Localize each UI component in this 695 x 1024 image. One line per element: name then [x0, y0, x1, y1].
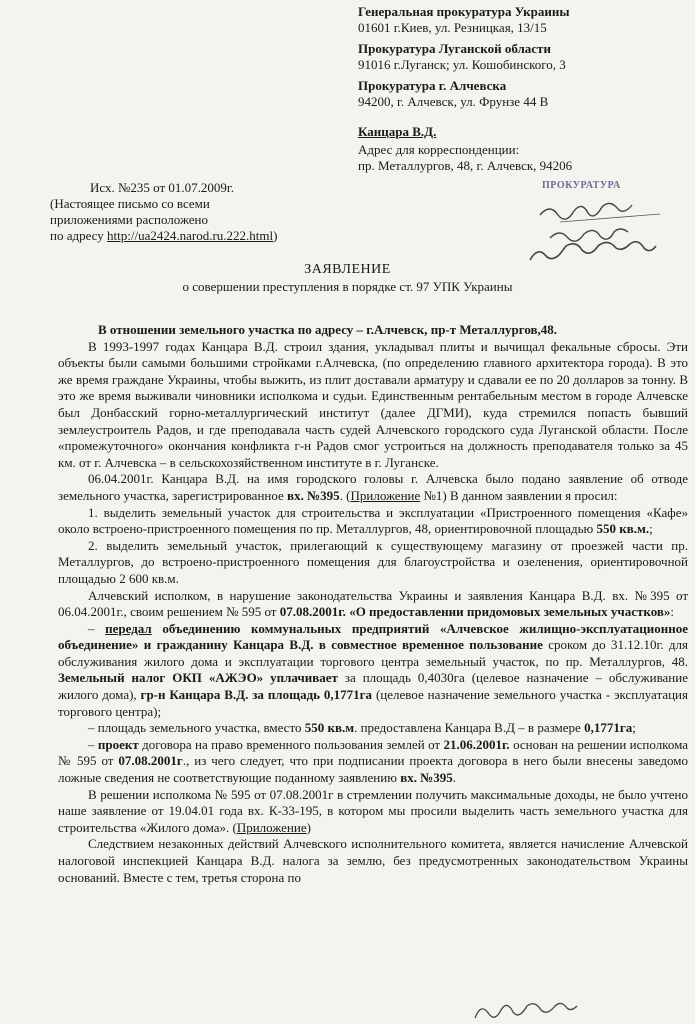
list-item: 2. выделить земельный участок, прилегающий к существующему магазину от проезжей части пр. Металлургов, до встроено-пристроенного помещения для благоустройства и озеленения, ориентировочной площадью 2 600 кв.м. [58, 537, 688, 586]
sender-address-label: Адрес для корреспонденции: [358, 142, 520, 157]
recipient-block [358, 4, 688, 110]
outgoing-number: Исх. №235 от 01.07.2009г. [90, 180, 235, 195]
attachment-link[interactable]: Приложение [350, 487, 421, 503]
outgoing-note: (Настоящее письмо со всеми [50, 196, 210, 211]
document-subtitle: о совершении преступления в порядке ст. 97 УПК Украины [182, 279, 513, 294]
decision-item: – передал объединению коммунальных предприятий «Алчевское жилищно-эксплуатационное объединение» и гражданину Канцара В.Д. в совместное временное пользование сроком до 31.12.10г. для обслуживания жилого дома и эксплуатации торгового центра земельный участок, по пр. Металлургов, 48. Земельный налог ОКП «АЖЭО» уплачивает за площадь 0,4030га (целевое назначение – обслуживание жилого дома), гр-н Канцара В.Д. за площадь 0,1771га (целевое назначение земельного участка - эксплуатация торгового центра); [58, 620, 689, 719]
body-paragraph: 06.04.2001г. Канцара В.Д. на имя городского головы г. Алчевска было подано заявление об отводе земельного участка, зарегистрированное вх. №395. (Приложение №1) В данном заявлении я просил: [58, 471, 688, 503]
sender-block [358, 124, 688, 174]
sender-address: пр. Металлургов, 48, г. Алчевск, 94206 [358, 158, 573, 173]
body-heading: В отношении земельного участка по адресу – г.Алчевск, пр-т Металлургов,48. [98, 322, 558, 337]
list-item: 1. выделить земельный участок для строительства и эксплуатации «Пристроенного помещения «Кафе» около встроено-пристроенного помещения по пр. Металлургов, 48, ориентировочной площадью 550 кв.м.; [58, 504, 688, 537]
recipient-name: Генеральная прокуратура Украины [358, 4, 570, 19]
recipient-address: 91016 г.Луганск; ул. Кошобинского, 3 [358, 57, 566, 72]
signature-icon [470, 1000, 590, 1024]
sender-name: Канцара В.Д. [358, 124, 437, 139]
recipient-address: 01601 г.Киев, ул. Резницкая, 13/15 [358, 20, 547, 35]
recipient-address: 94200, г. Алчевск, ул. Фрунзе 44 В [358, 94, 549, 109]
decision-item: – площадь земельного участка, вместо 550 кв.м. предоставлена Канцара В.Д – в размере 0,1771га; [88, 720, 636, 736]
decision-item: – проект договора на право временного пользования землей от 21.06.2001г. основан на решении исполкома № 595 от 07.08.2001г., из чего следует, что при подписании проекта договора в него были внесены заведомо ложные сведения не соответствующие поданному заявлению вх. №395. [58, 736, 689, 786]
body-paragraph: Алчевский исполком, в нарушение законодательства Украины и заявления Канцара В.Д. вх. №395 от 06.04.2001г., своим решением № 595 от 07.08.2001г. «О предоставлении придомовых земельных участков»: [58, 587, 688, 620]
handwritten-stamp-icon [520, 180, 680, 275]
website-link[interactable]: http://ua2424.narod.ru.222.html [107, 228, 274, 243]
body-paragraph: В 1993-1997 годах Канцара В.Д. строил здания, укладывал плиты и вычищал фекальные сбросы. Эти объекты были самыми большими стройками г.Алчевска, (по определению главного архитектора города). В это же время граждане Украины, чтобы выжить, из плит доставали арматуру и сдавали ее по 20 долларов за тонну. В это же время выживали чиновники исполкома и судьи. Единственным рентабельным местом в городе Алчевске был Донбасский горно-металлургический институт (далее ДГМИ), куда стремился попасть бывший землеустроитель Радов, и где преподавала часть судей Алчевского городского суда Луганской области. После «промежуточного» окончания конфликта г-н Радов смог устроиться на должность преподавателя только за 45 км. от г. Алчевска – в сельскохозяйственном институте в г. Луганске. [58, 338, 688, 470]
recipient-name: Прокуратура Луганской области [358, 41, 551, 56]
body-paragraph: Следствием незаконных действий Алчевского исполнительного комитета, является начисление Алчевской налоговой инспекцией Канцара В.Д. налога за землю, без предусмотренных законодательством Украины оснований. Вместе с тем, третья сторона по [58, 836, 688, 885]
outgoing-note: приложениями расположено [50, 212, 209, 227]
document-title: ЗАЯВЛЕНИЕ [304, 262, 391, 277]
body-paragraph: В решении исполкома № 595 от 07.08.2001г в стремлении получить максимальные доходы, не было учтено наше заявление от 19.04.01 года вх. К-33-195, в котором мы просили выделить часть земельного участка для строительства «Жилого дома». (Приложение) [58, 786, 688, 835]
outgoing-block [50, 180, 350, 244]
attachment-link[interactable]: Приложение [236, 819, 307, 835]
outgoing-note: по адресу http://ua2424.narod.ru.222.html) [50, 228, 278, 243]
stamp-label: ПРОКУРАТУРА [542, 180, 621, 191]
document-body [58, 322, 688, 886]
recipient-name: Прокуратура г. Алчевска [358, 78, 507, 93]
registration-stamp [520, 180, 680, 275]
